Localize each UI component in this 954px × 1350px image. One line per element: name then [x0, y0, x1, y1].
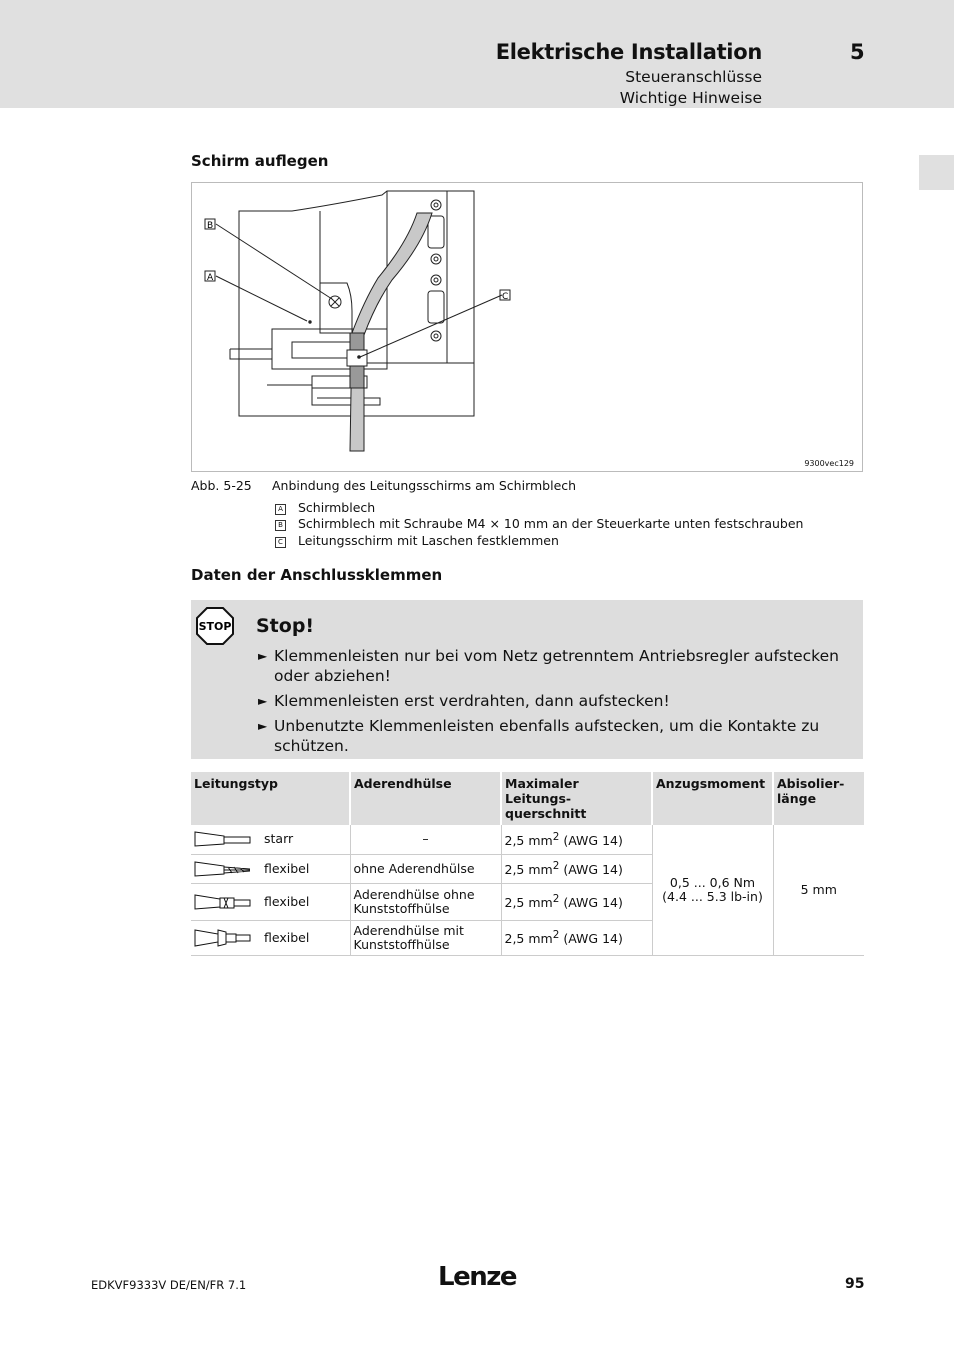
table-row	[191, 825, 864, 854]
lenze-logo: Lenze	[438, 1262, 516, 1292]
figure-label-a: A	[207, 273, 214, 283]
flexible-wire-icon	[194, 859, 252, 879]
stop-warning-box	[191, 600, 863, 759]
stop-item: ► Klemmenleisten erst verdrahten, dann aufstecken!	[258, 692, 670, 710]
legend-item-b	[275, 516, 803, 531]
col-header-torque: Anzugsmoment	[652, 772, 773, 825]
cross-section-cell: 2,5 $mm^2$ (AWG 14)	[501, 920, 652, 955]
wire-type-cell: flexibel	[191, 883, 350, 920]
legend-item-a	[275, 500, 375, 515]
rigid-wire-icon	[194, 829, 252, 849]
section-heading-schirm: Schirm auflegen	[191, 152, 329, 170]
stop-item: ► Klemmenleisten nur bei vom Netz getrenntem Antriebsregler aufstecken oder abziehen!	[258, 647, 839, 685]
bullet-arrow-icon: ►	[258, 694, 268, 708]
figure-shield-connection	[191, 182, 863, 472]
ferrule-cell: ohne Aderendhülse	[350, 854, 501, 883]
page-title: Elektrische Installation	[495, 40, 762, 64]
stop-icon-text: STOP	[198, 620, 232, 633]
stop-list	[258, 646, 853, 761]
figure-label-c: C	[502, 292, 509, 302]
wire-type-cell: flexibel	[191, 920, 350, 955]
bullet-arrow-icon: ►	[258, 719, 268, 733]
ferrule-wire-icon	[194, 892, 252, 912]
bullet-arrow-icon: ►	[258, 649, 268, 663]
stop-item: ► Unbenutzte Klemmenleisten ebenfalls aufstecken, um die Kontakte zu schützen.	[258, 717, 820, 755]
ferrule-cell: Aderendhülse ohne Kunststoffhülse	[350, 883, 501, 920]
section-heading-anschlussklemmen: Daten der Anschlussklemmen	[191, 566, 443, 584]
legend-letter: B	[275, 520, 286, 531]
insulated-ferrule-wire-icon	[194, 927, 252, 949]
legend-text: Leitungsschirm mit Laschen festklemmen	[298, 533, 559, 548]
col-header-cross-section: Maximaler Leitungs- querschnitt	[501, 772, 652, 825]
stop-title: Stop!	[256, 615, 315, 637]
cross-section-cell: 2,5 $mm^2$ (AWG 14)	[501, 883, 652, 920]
chapter-number: 5	[850, 40, 865, 64]
legend-letter: C	[275, 537, 286, 548]
torque-cell: 0,5 ... 0,6 Nm (4.4 ... 5.3 lb-in)	[652, 825, 773, 955]
cross-section-cell: 2,5 $mm^2$ (AWG 14)	[501, 854, 652, 883]
page-number: 95	[845, 1276, 865, 1292]
stop-sign-icon	[196, 607, 234, 645]
chapter-side-tab	[919, 155, 954, 190]
legend-text: Schirmblech mit Schraube M4 × 10 mm an der Steuerkarte unten festschrauben	[298, 516, 804, 531]
col-header-ferrule: Aderendhülse	[350, 772, 501, 825]
page-subtitle-1: Steueranschlüsse	[625, 68, 762, 86]
col-header-strip-length: Abisolier- länge	[773, 772, 864, 825]
figure-caption-number: Abb. 5-25	[191, 478, 252, 493]
wire-type-cell: starr	[191, 825, 350, 854]
table-header-row	[191, 772, 864, 825]
document-code: EDKVF9333V DE/EN/FR 7.1	[91, 1278, 247, 1292]
shield-connection-drawing	[192, 183, 862, 471]
legend-item-c	[275, 533, 559, 548]
legend-letter: A	[275, 504, 286, 515]
ferrule-cell: Aderendhülse mit Kunststoffhülse	[350, 920, 501, 955]
cross-section-cell: 2,5 $mm^2$ (AWG 14)	[501, 825, 652, 854]
figure-id: 9300vec129	[804, 459, 854, 468]
figure-label-b: B	[207, 221, 214, 231]
terminal-data-table	[191, 772, 864, 956]
legend-text: Schirmblech	[298, 500, 376, 515]
strip-length-cell: 5 mm	[773, 825, 864, 955]
ferrule-cell: –	[350, 825, 501, 854]
wire-type-cell: flexibel	[191, 854, 350, 883]
header-band	[0, 0, 954, 108]
page-subtitle-2: Wichtige Hinweise	[619, 89, 762, 107]
col-header-type: Leitungstyp	[191, 772, 350, 825]
figure-caption-text: Anbindung des Leitungsschirms am Schirmblech	[272, 478, 577, 493]
